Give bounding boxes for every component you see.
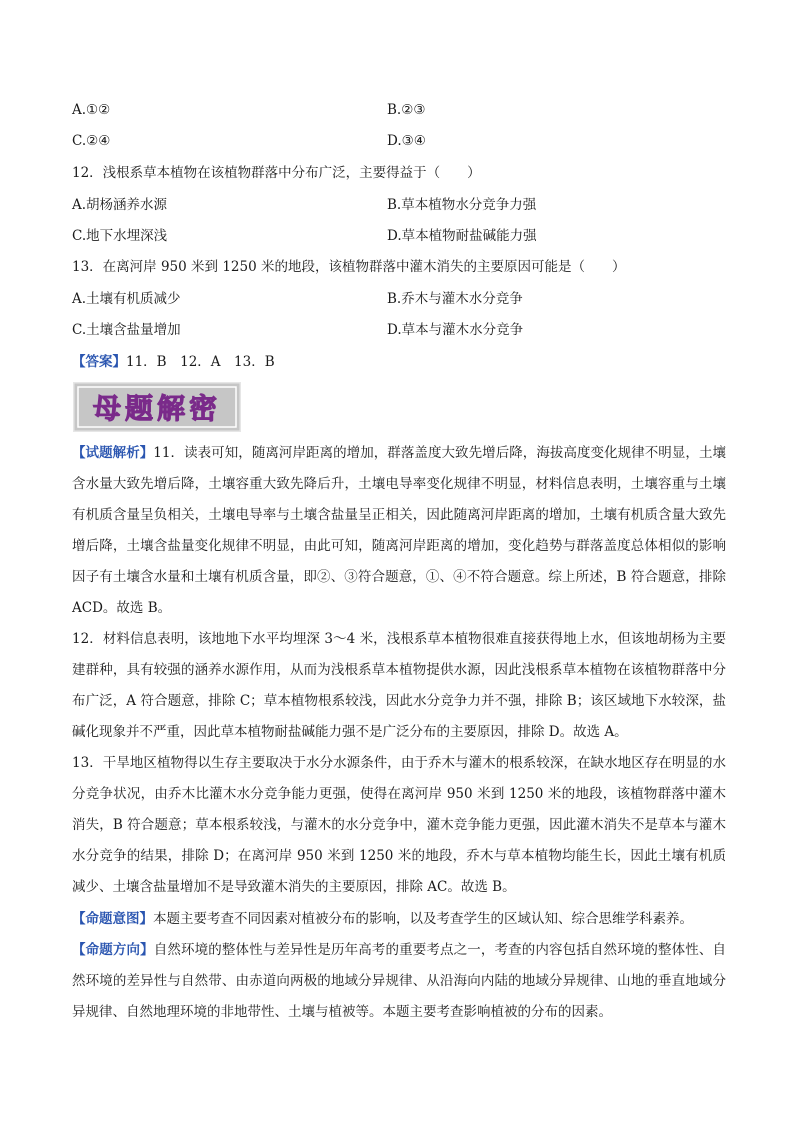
q12-options-row-2 — [72, 226, 537, 246]
q11-options-row-2 — [72, 131, 426, 151]
answer-line — [72, 352, 275, 372]
answer-text: 11．B 12．A 13．B — [126, 354, 275, 370]
q12-option-a: A.胡杨涵养水源 — [72, 197, 168, 213]
analysis-13: 13．干旱地区植物得以生存主要取决于水分水源条件，由于乔木与灌木的根系较深，在缺水地区存在明显的水分竞争状况，由乔木比灌木水分竞争能力更强，使得在离河岸 950 米到 1250 米的地段，该植物群落中灌木消失，B 符合题意；草本根系较浅，与灌木的水分竞争中，灌木竞争能力更强，因此灌木消失不是草本与灌木水分竞争的结果，排除 D；在离河岸 950 米到 1250 米的地段，乔木与草本植物均能生长，因此土壤有机质减少、土壤含盐量增加不是导致灌木消失的主要原因，排除 AC。故选 B。 — [72, 755, 726, 895]
intent-tag: 【命题意图】 — [72, 911, 153, 927]
q11-option-c: C.②④ — [72, 133, 111, 149]
q12-stem: 12．浅根系草本植物在该植物群落中分布广泛，主要得益于（ ） — [72, 165, 481, 181]
q12-option-c: C.地下水埋深浅 — [72, 228, 168, 244]
q12-option-d: D.草本植物耐盐碱能力强 — [387, 228, 537, 244]
q12-option-b: B.草本植物水分竞争力强 — [387, 197, 537, 213]
analysis-11-text: 11．读表可知，随离河岸距离的增加，群落盖度大致先增后降，海拔高度变化规律不明显，土壤含水量大致先增后降，土壤容重大致先降后升，土壤电导率变化规律不明显，材料信息表明，土壤容重与土壤有机质含量呈负相关，土壤电导率与土壤含盐量呈正相关，因此随离河岸距离的增加，土壤有机质含量大致先增后降，土壤含盐量变化规律不明显，由此可知，随离河岸距离的增加，变化趋势与群落盖度总体相似的影响因子有土壤含水量和土壤有机质含量，即②、③符合题意，①、④不符合题意。综上所述，B 符合题意，排除 ACD。故选 B。 — [72, 445, 726, 616]
badge-text: 母题解密 — [92, 392, 222, 425]
q13-stem: 13．在离河岸 950 米到 1250 米的地段，该植物群落中灌木消失的主要原因可能是（ ） — [72, 259, 626, 275]
q11-options-row-1 — [72, 100, 426, 120]
answer-tag: 【答案】 — [72, 354, 126, 370]
q12-options-row-1 — [72, 195, 537, 215]
q11-option-d: D.③④ — [387, 133, 426, 149]
q11-option-a: A.①② — [72, 102, 111, 118]
q13-option-b: B.乔木与灌木水分竞争 — [387, 291, 523, 307]
analysis-12: 12．材料信息表明，该地地下水平均埋深 3～4 米，浅根系草本植物很难直接获得地上水，但该地胡杨为主要建群种，具有较强的涵养水源作用，从而为浅根系草本植物提供水源，因此浅根系草本植物在该植物群落中分布广泛，A 符合题意，排除 C；草本植物根系较浅，因此水分竞争力并不强，排除 B；该区域地下水较深，盐碱化现象并不严重，因此草本植物耐盐碱能力强不是广泛分布的主要原因，排除 D。故选 A。 — [72, 631, 726, 740]
q13-option-a: A.土壤有机质减少 — [72, 291, 181, 307]
analysis-11 — [72, 438, 726, 624]
q13-options-row-2 — [72, 320, 524, 340]
analysis-tag: 【试题解析】 — [72, 445, 154, 461]
direction-tag: 【命题方向】 — [72, 942, 154, 958]
intent-text: 本题主要考查不同因素对植被分布的影响，以及考查学生的区域认知、综合思维学科素养。 — [153, 911, 693, 927]
direction-paragraph — [72, 935, 726, 1028]
q13-option-d: D.草本与灌木水分竞争 — [387, 322, 524, 338]
direction-text: 自然环境的整体性与差异性是历年高考的重要考点之一，考查的内容包括自然环境的整体性、自然环境的差异性与自然带、由赤道向两极的地域分异规律、从沿海向内陆的地域分异规律、山地的垂直地域分异规律、自然地理环境的非地带性、土壤与植被等。本题主要考查影响植被的分布的因素。 — [72, 942, 727, 1020]
q13-option-c: C.土壤含盐量增加 — [72, 322, 181, 338]
mother-question-decode-badge — [73, 382, 241, 432]
q13-options-row-1 — [72, 289, 523, 309]
intent-line — [72, 904, 726, 935]
q11-option-b: B.②③ — [387, 102, 426, 118]
